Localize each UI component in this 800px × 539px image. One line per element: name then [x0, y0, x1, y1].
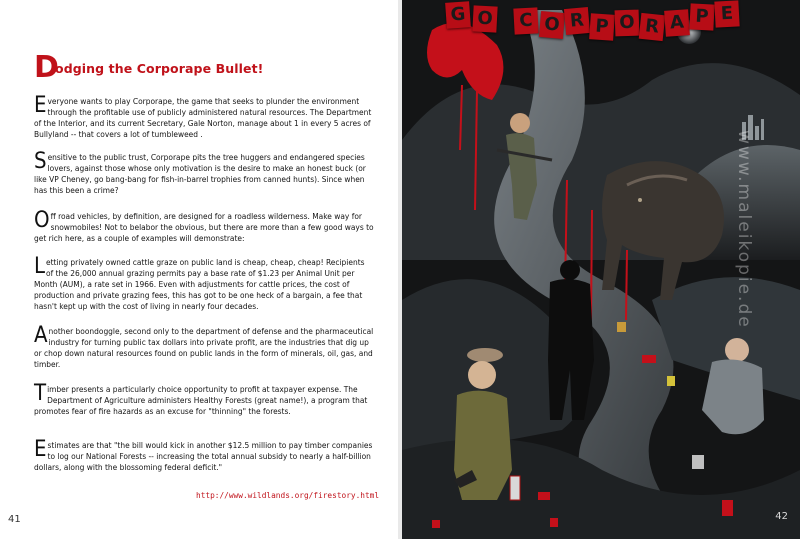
paragraph-dropcap: A: [34, 323, 48, 348]
banner-letter: O: [472, 5, 497, 32]
paragraph-dropcap: E: [34, 437, 47, 462]
painting-illustration: [402, 0, 800, 539]
banner-letter: P: [589, 13, 615, 41]
page-number-left: 41: [8, 514, 21, 525]
left-page: [0, 0, 398, 539]
paragraph-text: nother boondoggle, second only to the department of defense and the pharmaceutical industry for turning public tax dollars into private profit, are the industries that dig up or chop down natural resources found on public lands in the form of minerals, oil, gas, and timber.: [34, 326, 374, 370]
paragraph: [34, 208, 374, 244]
paragraph: [34, 254, 374, 312]
paragraph-dropcap: S: [34, 149, 47, 174]
paragraph-dropcap: L: [34, 254, 46, 279]
chapter-title: [34, 52, 374, 88]
paragraph-text: ensitive to the public trust, Corporape pits the tree huggers and endangered species lovers, against those whose only motivation is the desire to make an honest buck (or like VP Cheney, go bang-bang for fish-in-barrel trophies from canned hunts). Since when has this been a crime?: [34, 152, 366, 196]
banner-letter: O: [615, 10, 640, 37]
watermark-text: www.maleikopie.de: [734, 130, 754, 329]
paragraph-text: ff road vehicles, by definition, are designed for a roadless wilderness. Make way for snowmobiles! Not to belabor the obvious, but there are more than a few good ways to get rich here, as a couple of examples will demonstrate:: [34, 211, 374, 244]
paragraph: [34, 381, 374, 417]
banner-letter: R: [564, 7, 590, 35]
banner-letter: E: [714, 0, 739, 27]
banner-letter: C: [513, 7, 538, 34]
paragraph-text: etting privately owned cattle graze on public land is cheap, cheap, cheap! Recipients of the 26,000 annual grazing permits pay a base rate of $1.23 per Animal Unit per Month (AUM), a rate set in 1966. Even with adjustments for cattle prices, the cost of production and private grazing fees, this has got to be one heck of a bargain, a fee that hasn't kept up with the cost of living in nearly four decades.: [34, 257, 365, 312]
paragraph-dropcap: E: [34, 93, 47, 118]
banner-letter: O: [539, 11, 565, 39]
source-url-link[interactable]: http://www.wildlands.org/firestory.html: [196, 491, 380, 500]
banner-letter: R: [639, 13, 666, 41]
paragraph: [34, 323, 374, 370]
banner-letter: P: [689, 3, 714, 30]
paragraph: [34, 437, 374, 473]
page-number-right: 42: [775, 511, 788, 522]
paragraph-text: imber presents a particularly choice opportunity to profit at taxpayer expense. The Department of Agriculture administers Healthy Forests (great name!), a program that promotes fear of fire hazards as an excuse for "thinning" the forests.: [34, 384, 368, 417]
paragraph: [34, 149, 374, 196]
paragraph-text: veryone wants to play Corporape, the game that seeks to plunder the environment through the profitable use of publicly administered natural resources. The Department of the Interior, and its current Secretary, Gale Norton, manage about 1 in every 5 acres of Bullyland -- that covers a lot of tumbleweed .: [34, 96, 372, 140]
paragraph-dropcap: O: [34, 208, 50, 233]
banner-letter: G: [445, 1, 471, 29]
title-dropcap: D: [34, 50, 59, 85]
title-text: odging the Corporape Bullet!: [55, 61, 264, 76]
paragraph-dropcap: T: [34, 381, 47, 406]
paragraph-text: stimates are that "the bill would kick in another $12.5 million to pay timber companies to log our National Forests -- increasing the total annual subsidy to nearly a half-billion dollars, along with the blossoming federal deficit.": [34, 440, 373, 473]
paragraph: [34, 93, 374, 140]
banner-letter: A: [664, 9, 690, 37]
